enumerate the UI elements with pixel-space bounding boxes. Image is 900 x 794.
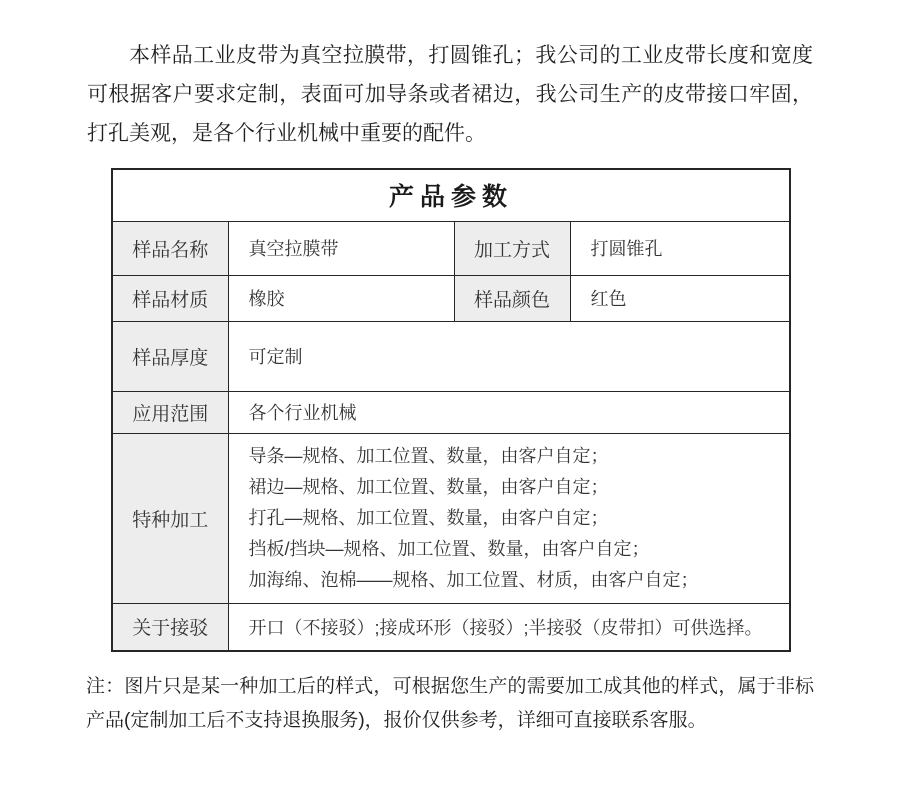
special-processing-line-guide-strip: 导条—规格、加工位置、数量，由客户自定； [248,445,609,466]
intro-paragraph: 本样品工业皮带为真空拉膜带，打圆锥孔；我公司的工业皮带长度和宽度可根据客户要求定制，表面可加导条或者裙边，我公司生产的皮带接口牢固，打孔美观，是各个行业机械中重要的配件。 [87,44,813,145]
table-row-material-color [112,275,790,321]
table-row-special-processing [112,433,790,603]
special-processing-line-skirt-edge: 裙边—规格、加工位置、数量，由客户自定； [248,476,609,497]
param-label-sample-material: 样品材质 [112,275,228,321]
param-value-sample-thickness: 可定制 [228,321,790,391]
table-row-splicing [112,603,790,651]
param-label-application-range: 应用范围 [112,391,228,433]
param-value-sample-color: 红色 [570,275,790,321]
table-row-thickness [112,321,790,391]
param-value-processing-method: 打圆锥孔 [570,221,790,275]
param-label-sample-color: 样品颜色 [454,275,570,321]
special-processing-line-punching: 打孔—规格、加工位置、数量，由客户自定； [248,507,609,528]
param-value-sample-material: 橡胶 [228,275,454,321]
param-label-splicing: 关于接驳 [112,603,228,651]
special-processing-line-baffle: 挡板/挡块—规格、加工位置、数量，由客户自定； [248,538,650,559]
param-label-sample-name: 样品名称 [112,221,228,275]
param-value-special-processing [228,433,790,603]
table-row-sample-name [112,221,790,275]
param-label-processing-method: 加工方式 [454,221,570,275]
param-label-special-processing: 特种加工 [112,433,228,603]
table-title-row [112,169,790,221]
param-value-application-range: 各个行业机械 [228,391,790,433]
special-processing-line-sponge-foam: 加海绵、泡棉——规格、加工位置、材质，由客户自定； [248,569,699,590]
table-title: 产品参数 [112,169,790,221]
product-description-page [0,36,900,794]
param-value-sample-name: 真空拉膜带 [228,221,454,275]
param-value-splicing: 开口（不接驳）;接成环形（接驳）;半接驳（皮带扣）可供选择。 [228,603,790,651]
product-params-table [111,168,791,652]
note-paragraph: 注：图片只是某一种加工后的样式，可根据您生产的需要加工成其他的样式，属于非标产品(定制加工后不支持退换服务)，报价仅供参考，详细可直接联系客服。 [86,676,814,731]
param-label-sample-thickness: 样品厚度 [112,321,228,391]
table-row-application [112,391,790,433]
params-table-wrapper [111,168,789,652]
